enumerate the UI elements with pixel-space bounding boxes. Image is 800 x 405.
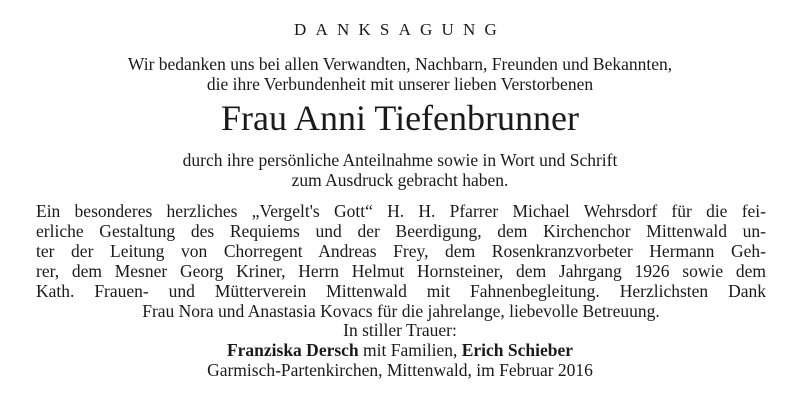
mourner-suffix: mit Familien, [358, 340, 462, 360]
intro-line: Wir bedanken uns bei allen Verwandten, Nachbarn, Freunden und Bekannten, [127, 54, 673, 74]
intro-line: die ihre Verbundenheit mit unserer lieben Verstorbenen [206, 74, 594, 94]
body-line: erliche Gestaltung des Requiems und der Beerdigung, dem Kirchenchor Mittenwald un- [36, 221, 766, 241]
intro-paragraph [0, 54, 800, 94]
body-line: Frau Nora und Anastasia Kovacs für die jahrelange, liebevolle Betreuung. [142, 301, 660, 321]
deceased-name: Frau Anni Tiefenbrunner [221, 98, 579, 138]
body-line: rer, dem Mesner Georg Kriner, Herrn Helmut Hornsteiner, dem Jahrgang 1926 sowie dem [36, 261, 766, 281]
signoff-block [0, 320, 800, 380]
place-date: Garmisch-Partenkirchen, Mittenwald, im Februar 2016 [207, 360, 593, 380]
acknowledgement-paragraph [36, 201, 766, 321]
body-line: ter der Leitung von Chorregent Andreas Frey, dem Rosenkranzvorbeter Hermann Geh- [36, 241, 766, 261]
thanks-paragraph [0, 150, 800, 190]
signoff-intro: In stiller Trauer: [343, 320, 457, 340]
thanks-line: durch ihre persönliche Anteilnahme sowie in Wort und Schrift [182, 150, 618, 170]
notice-heading: DANKSAGUNG [294, 20, 506, 39]
mourner-name: Erich Schieber [461, 340, 574, 360]
body-line: Kath. Frauen- und Mütterverein Mittenwald mit Fahnenbegleitung. Herzlichsten Dank [36, 281, 766, 301]
mourner-name: Franziska Dersch [226, 340, 359, 360]
mourners-line [0, 340, 800, 360]
body-line: Ein besonderes herzliches „Vergelt's Gott“ H. H. Pfarrer Michael Wehrsdorf für die fei- [36, 201, 766, 221]
thanks-line: zum Ausdruck gebracht haben. [291, 170, 509, 190]
